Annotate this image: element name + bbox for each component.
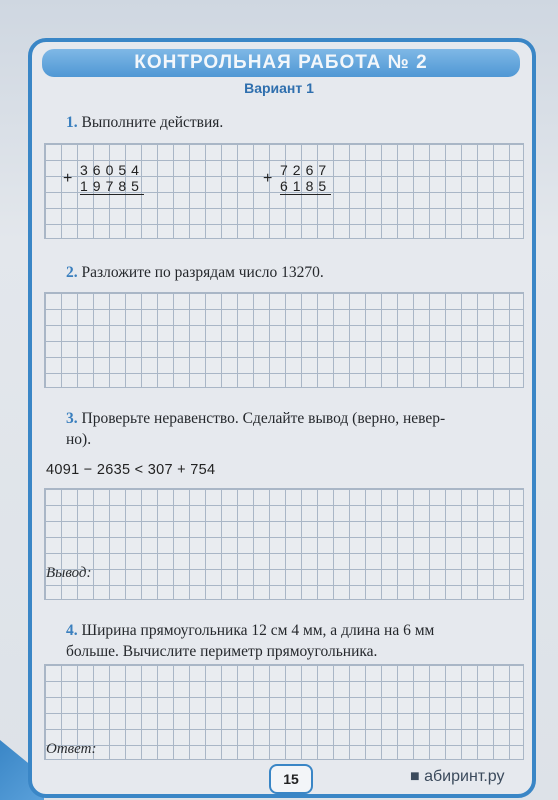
task-2 — [66, 264, 324, 282]
task-4-number: 4. — [66, 622, 78, 639]
task-3 — [66, 408, 526, 450]
page-title: КОНТРОЛЬНАЯ РАБОТА № 2 — [42, 49, 520, 77]
task-1 — [66, 114, 223, 132]
task-1-text: Выполните действия. — [81, 114, 224, 131]
plus-sign-b: + — [263, 170, 273, 187]
addend-b-top: 7267 — [280, 162, 332, 178]
inequality: 4091 − 2635 < 307 + 754 — [46, 462, 216, 478]
variant-label: Вариант 1 — [244, 80, 314, 96]
task-2-grid[interactable] — [44, 292, 524, 388]
site-watermark: ■ абиринт.ру — [410, 768, 505, 785]
task-3-grid[interactable] — [44, 488, 524, 600]
task-4-text-line1: Ширина прямоугольника 12 см 4 мм, а длина на 6 мм — [81, 622, 435, 639]
page-number: 15 — [269, 764, 313, 794]
answer-label: Ответ: — [46, 741, 97, 757]
task-4-text-line2: больше. Вычислите периметр прямоугольника. — [66, 643, 378, 660]
conclusion-label: Вывод: — [46, 565, 92, 581]
task-4-grid[interactable] — [44, 664, 524, 760]
plus-sign-a: + — [63, 170, 73, 187]
task-2-number: 2. — [66, 264, 78, 281]
task-1-number: 1. — [66, 114, 78, 131]
addend-a-bottom: 19785 — [80, 178, 144, 194]
task-3-text-line2: но). — [66, 431, 92, 448]
addend-a-top: 36054 — [80, 162, 144, 178]
addition-b — [280, 162, 331, 195]
task-4 — [66, 620, 526, 662]
task-2-text: Разложите по разрядам число 13270. — [81, 264, 324, 281]
task-3-number: 3. — [66, 410, 78, 427]
addend-b-bottom: 6185 — [280, 178, 332, 194]
addition-a — [80, 162, 144, 195]
task-3-text-line1: Проверьте неравенство. Сделайте вывод (верно, невер- — [81, 410, 446, 427]
